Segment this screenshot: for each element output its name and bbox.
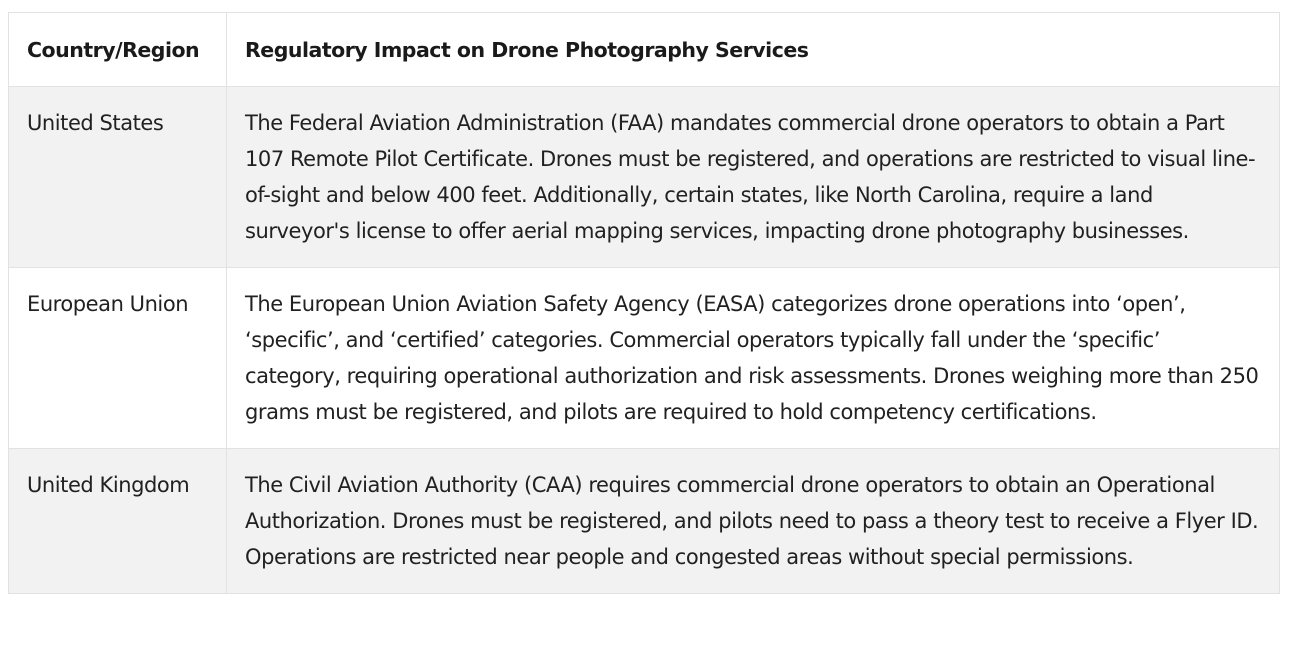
regulation-table-container	[8, 12, 1279, 594]
header-country-region: Country/Region	[9, 13, 227, 87]
cell-region: United States	[9, 87, 227, 268]
table-row	[9, 449, 1280, 594]
cell-impact: The European Union Aviation Safety Agency (EASA) categorizes drone operations into ‘open’, ‘specific’, and ‘certified’ categories. Commercial operators typically fall under the ‘specific’ category, requiring operational authorization and risk assessments. Drones weighing more than 250 grams must be registered, and pilots are required to hold competency certifications.	[227, 268, 1280, 449]
regulation-table	[8, 12, 1280, 594]
cell-region: United Kingdom	[9, 449, 227, 594]
cell-impact: The Civil Aviation Authority (CAA) requires commercial drone operators to obtain an Operational Authorization. Drones must be registered, and pilots need to pass a theory test to receive a Flyer ID. Operations are restricted near people and congested areas without special permissions.	[227, 449, 1280, 594]
table-row	[9, 87, 1280, 268]
table-row	[9, 268, 1280, 449]
header-regulatory-impact: Regulatory Impact on Drone Photography Services	[227, 13, 1280, 87]
table-header-row	[9, 13, 1280, 87]
cell-region: European Union	[9, 268, 227, 449]
cell-impact: The Federal Aviation Administration (FAA) mandates commercial drone operators to obtain a Part 107 Remote Pilot Certificate. Drones must be registered, and operations are restricted to visual line-of-sight and below 400 feet. Additionally, certain states, like North Carolina, require a land surveyor's license to offer aerial mapping services, impacting drone photography businesses.	[227, 87, 1280, 268]
